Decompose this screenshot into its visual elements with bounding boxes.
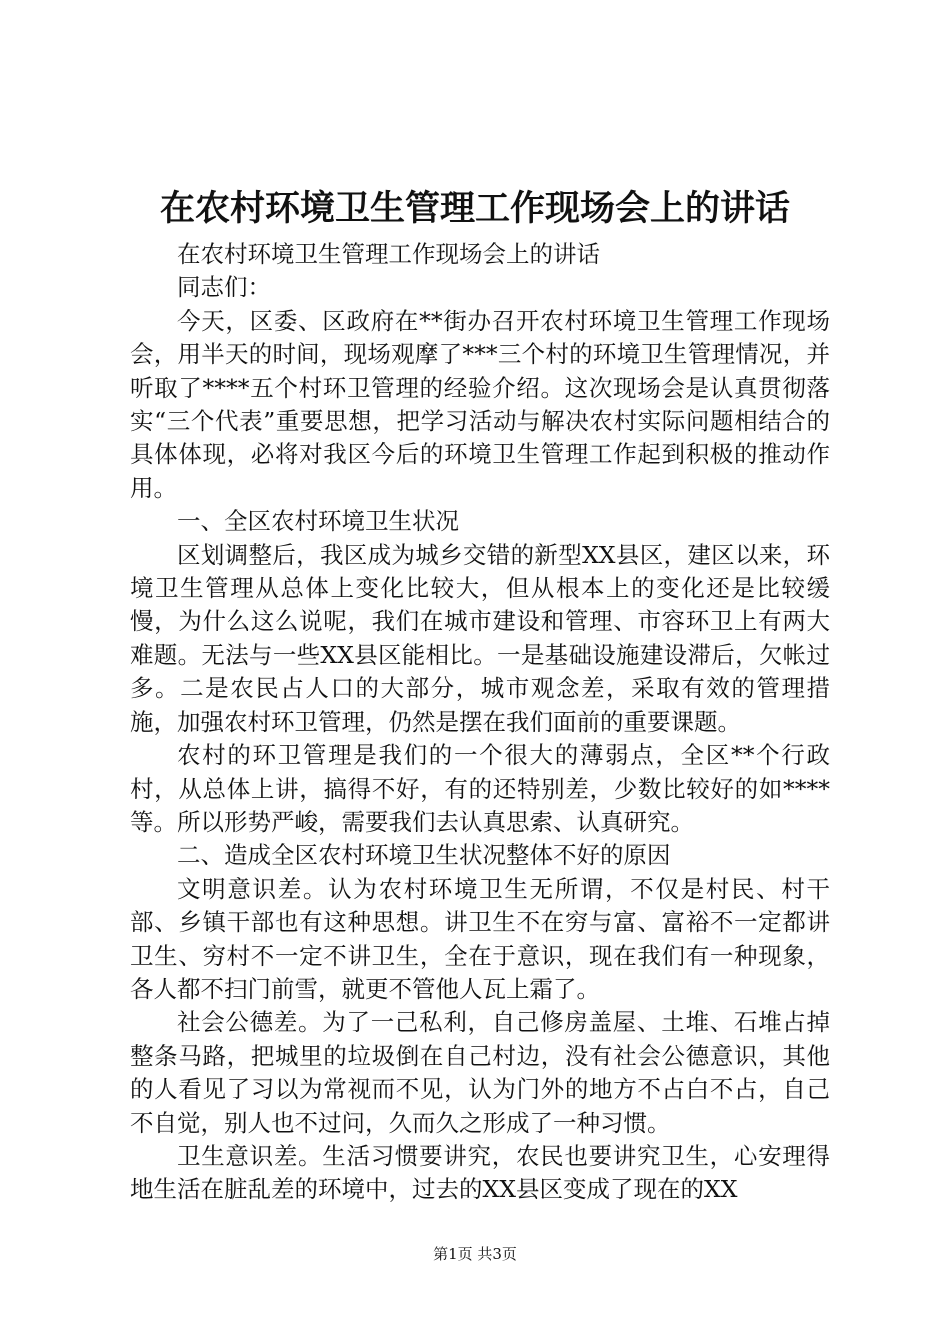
paragraph-intro: 今天，区委、区政府在**街办召开农村环境卫生管理工作现场会，用半天的时间，现场观摩了***三个村的环境卫生管理情况，并听取了****五个村环卫管理的经验介绍。这次现场会是认真贯彻落实“三个代表”重要思想，把学习活动与解决农村实际问题相结合的具体体现，必将对我区今后的环境卫生管理工作起到积极的推动作用。 [130,306,830,502]
document-title: 在农村环境卫生管理工作现场会上的讲话 [159,188,790,229]
paragraph-morality: 社会公德差。为了一己私利，自己修房盖屋、土堆、石堆占掉整条马路，把城里的垃圾倒在自己村边，没有社会公德意识，其他的人看见了习以为常视而不见，认为门外的地方不占白不占，自己不自觉，别人也不过问，久而久之形成了一种习惯。 [130,1008,830,1137]
paragraph-status: 区划调整后，我区成为城乡交错的新型XX县区，建区以来，环境卫生管理从总体上变化比较大，但从根本上的变化还是比较缓慢，为什么这么说呢，我们在城市建设和管理、市容环卫上有两大难题。无法与一些XX县区能相比。一是基础设施建设滞后，欠帐过多。二是农民占人口的大部分，城市观念差，采取有效的管理措施，加强农村环卫管理，仍然是摆在我们面前的重要课题。 [130,540,830,736]
paragraph-subtitle: 在农村环境卫生管理工作现场会上的讲话 [177,240,600,268]
paragraph-weakness: 农村的环卫管理是我们的一个很大的薄弱点，全区**个行政村，从总体上讲，搞得不好，有的还特别差，少数比较好的如****等。所以形势严峻，需要我们去认真思索、认真研究。 [130,741,830,836]
section-heading-2: 二、造成全区农村环境卫生状况整体不好的原因 [177,841,671,870]
section-heading-1: 一、全区农村环境卫生状况 [177,507,459,536]
paragraph-salutation: 同志们： [177,273,271,302]
page-footer: 第1页 共3页 [433,1245,517,1263]
document-body [130,238,830,1207]
paragraph-civility: 文明意识差。认为农村环境卫生无所谓，不仅是村民、村干部、乡镇干部也有这种思想。讲卫生不在穷与富、富裕不一定都讲卫生、穷村不一定不讲卫生，全在于意识，现在我们有一种现象，各人都不扫门前雪，就更不管他人瓦上霜了。 [130,874,830,1003]
paragraph-hygiene: 卫生意识差。生活习惯要讲究，农民也要讲究卫生，心安理得地生活在脏乱差的环境中，过去的XX县区变成了现在的XX [130,1141,830,1204]
